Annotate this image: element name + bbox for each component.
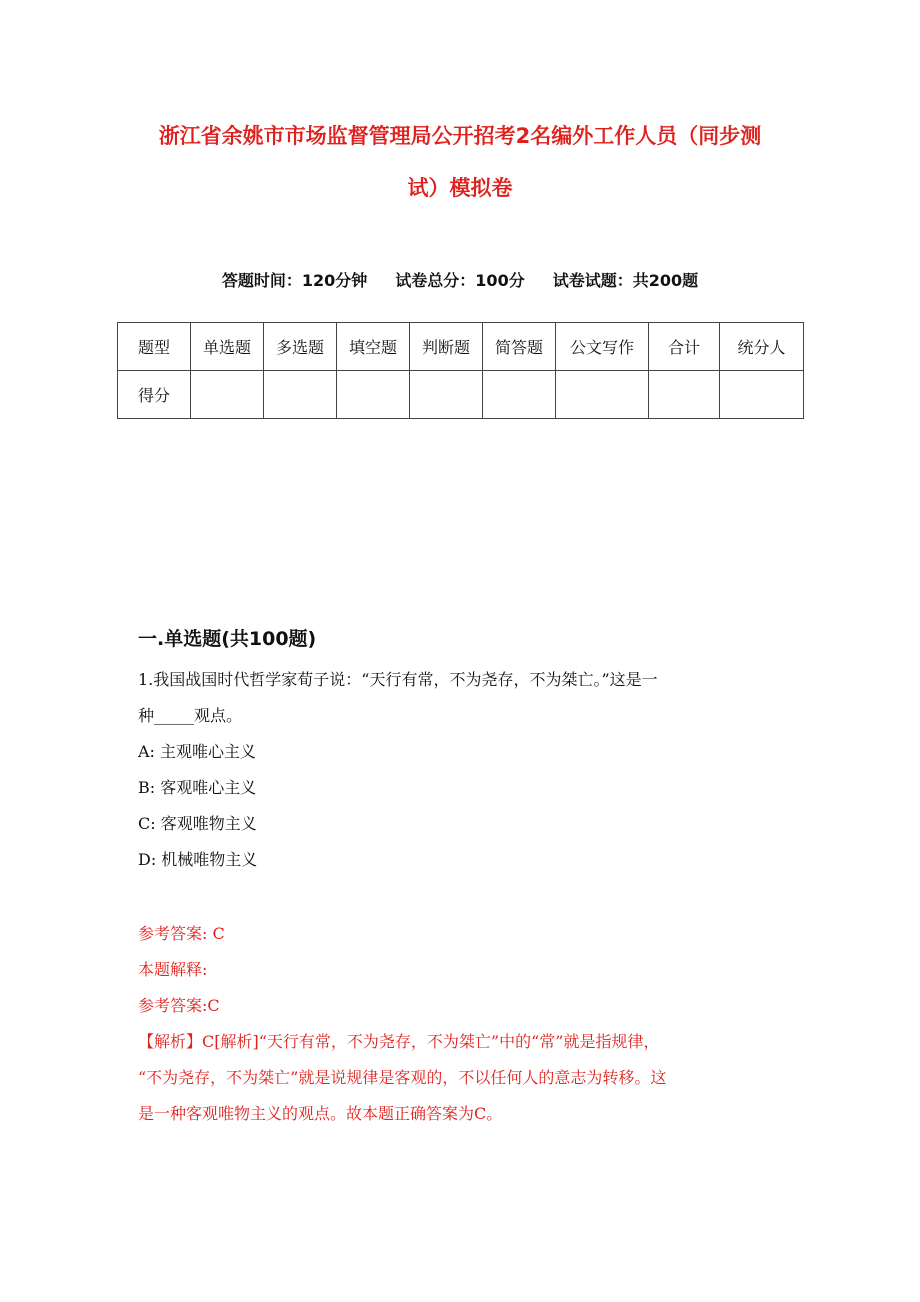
exam-title-line-2: 试）模拟卷 [407,176,513,200]
header-cell-multiple-choice: 多选题 [264,323,337,371]
header-cell-fill-blank: 填空题 [337,323,410,371]
header-cell-true-false: 判断题 [410,323,483,371]
score-table-score-row [118,371,804,419]
exam-title-line-1: 浙江省余姚市市场监督管理局公开招考2名编外工作人员（同步测 [158,124,762,148]
score-cell [720,371,804,419]
score-cell [556,371,649,419]
explanation-label: 本题解释: [138,960,208,979]
score-cell [483,371,556,419]
header-cell-type: 题型 [118,323,191,371]
exam-question-count: 试卷试题：共200题 [552,271,699,290]
score-cell [337,371,410,419]
score-cell [191,371,264,419]
answer-block [138,916,778,1132]
header-cell-short-answer: 简答题 [483,323,556,371]
score-cell [649,371,720,419]
header-cell-single-choice: 单选题 [191,323,264,371]
score-table-header-row [118,323,804,371]
header-cell-scorer: 统分人 [720,323,804,371]
score-cell [264,371,337,419]
header-cell-official-writing: 公文写作 [556,323,649,371]
option-d: D: 机械唯物主义 [138,850,258,869]
option-b: B: 客观唯心主义 [138,778,257,797]
question-block [138,662,778,878]
analysis-line-3: 是一种客观唯物主义的观点。故本题正确答案为C。 [138,1104,503,1123]
score-cell [410,371,483,419]
reference-answer: 参考答案: C [138,924,225,943]
analysis-line-1: 【解析】C[解析]“天行有常，不为尧存，不为桀亡”中的“常”就是指规律， [138,1032,660,1051]
exam-meta [0,268,920,291]
reference-answer-2: 参考答案:C [138,996,220,1015]
analysis-line-2: “不为尧存，不为桀亡”就是说规律是客观的，不以任何人的意志为转移。这 [138,1068,667,1087]
option-a: A: 主观唯心主义 [138,742,257,761]
section-title: 一.单选题(共100题) [138,628,317,650]
header-cell-total: 合计 [649,323,720,371]
question-stem-line-2: 种_____观点。 [138,706,243,725]
score-row-label: 得分 [118,371,191,419]
exam-total-score: 试卷总分：100分 [395,271,525,290]
exam-time: 答题时间：120分钟 [221,271,368,290]
exam-title [120,110,800,214]
option-c: C: 客观唯物主义 [138,814,257,833]
question-stem-line-1: 1.我国战国时代哲学家荀子说：“天行有常，不为尧存，不为桀亡。”这是一 [138,670,658,689]
score-table [117,322,804,419]
